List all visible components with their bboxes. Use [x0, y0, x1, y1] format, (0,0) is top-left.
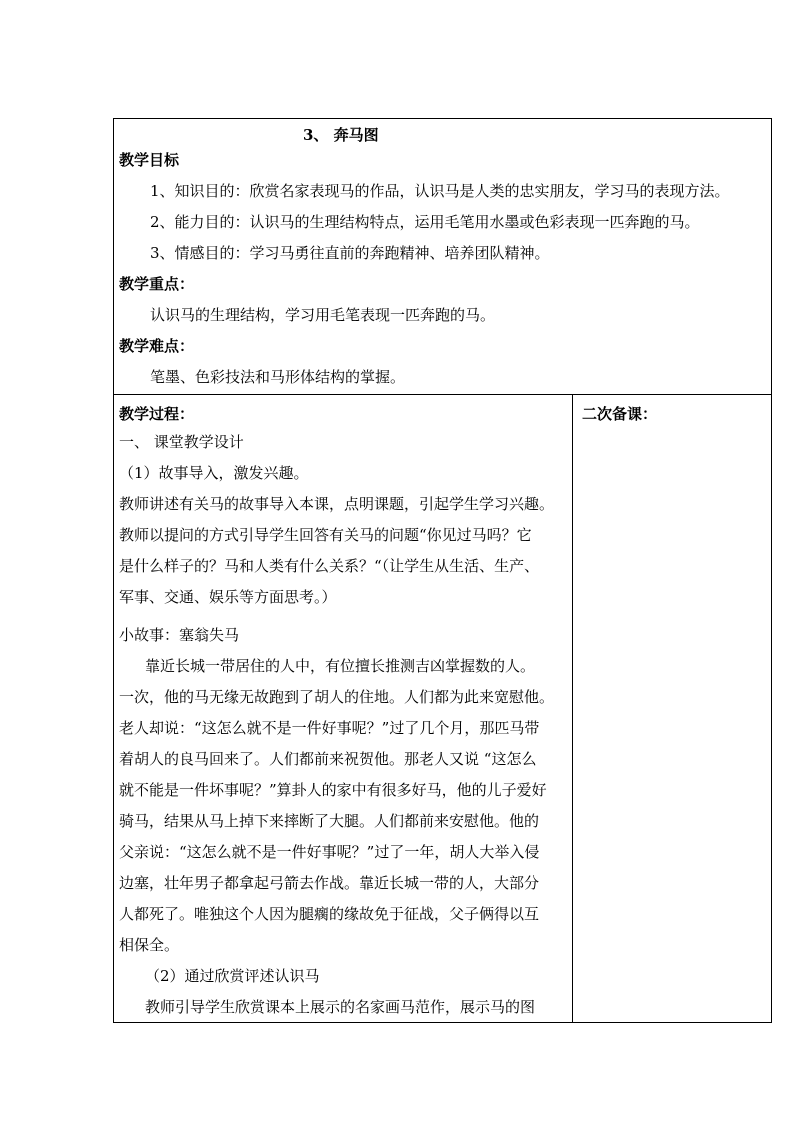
section-heading: 一、 课堂教学设计: [119, 433, 244, 451]
story-line: 相保全。: [119, 936, 180, 954]
difficulty-text: 笔墨、色彩技法和马形体结构的掌握。: [150, 368, 406, 386]
process-heading: 教学过程：: [119, 405, 195, 423]
key-points-text: 认识马的生理结构，学习用毛笔表现一匹奔跑的马。: [150, 306, 496, 324]
goals-heading: 教学目标: [119, 151, 180, 169]
story-line: 人都死了。唯独这个人因为腿瘸的缘故免于征战，父子俩得以互: [119, 905, 540, 923]
story-line: 父亲说：“这怎么就不是一件好事呢？”过了一年，胡人大举入侵: [119, 843, 540, 861]
lesson-title: 3、 奔马图: [303, 126, 379, 144]
process-line: 是什么样子的？马和人类有什么关系？“（让学生从生活、生产、: [119, 557, 540, 575]
story-title: 小故事：塞翁失马: [119, 626, 240, 644]
goal-knowledge: 1、知识目的：欣赏名家表现马的作品，认识马是人类的忠实朋友，学习马的表现方法。: [150, 182, 730, 200]
process-line: 教师讲述有关马的故事导入本课，点明课题，引起学生学习兴趣。: [119, 495, 555, 513]
story-line: 靠近长城一带居住的人中，有位擅长推测吉凶掌握数的人。: [145, 657, 536, 675]
key-points-heading: 教学重点：: [119, 275, 195, 293]
difficulty-heading: 教学难点：: [119, 337, 195, 355]
second-prep-cell: [572, 394, 772, 1023]
story-line: 着胡人的良马回来了。人们都前来祝贺他。那老人又说 “这怎么: [119, 750, 537, 768]
story-line: 边塞，壮年男子都拿起弓箭去作战。靠近长城一带的人，大部分: [119, 874, 540, 892]
step-heading: （1）故事导入，激发兴趣。: [119, 464, 309, 482]
goal-emotion: 3、情感目的：学习马勇往直前的奔跑精神、培养团队精神。: [150, 244, 550, 262]
story-line: 一次，他的马无缘无故跑到了胡人的住地。人们都为此来宽慰他。: [119, 688, 555, 706]
process-line: 军事、交通、娱乐等方面思考。）: [119, 588, 337, 606]
step-heading: （2）通过欣赏评述认识马: [145, 967, 320, 985]
process-line: 教师以提问的方式引导学生回答有关马的问题“你见过马吗？它: [119, 526, 532, 544]
process-cell: [113, 394, 573, 1023]
story-line: 老人却说：“这怎么就不是一件好事呢？”过了几个月，那匹马带: [119, 719, 540, 737]
goal-ability: 2、能力目的：认识马的生理结构特点，运用毛笔用水墨或色彩表现一匹奔跑的马。: [150, 213, 700, 231]
second-prep-heading: 二次备课：: [582, 405, 658, 423]
story-line: 就不能是一件坏事呢？”算卦人的家中有很多好马，他的儿子爱好: [119, 781, 547, 799]
story-line: 骑马，结果从马上掉下来摔断了大腿。人们都前来安慰他。他的: [119, 812, 540, 830]
process-line: 教师引导学生欣赏课本上展示的名家画马范作，展示马的图: [145, 998, 536, 1016]
